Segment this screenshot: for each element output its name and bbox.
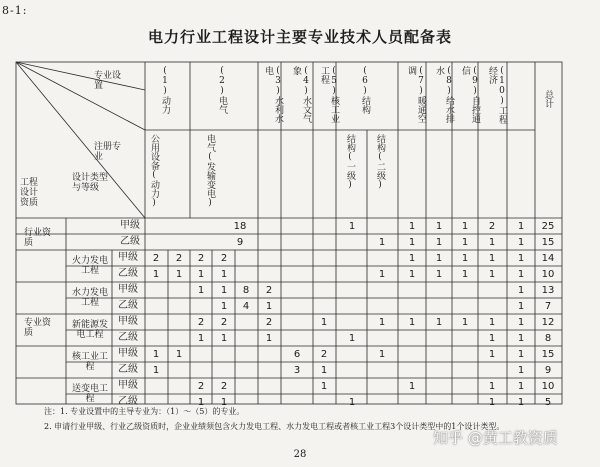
specialty-hydro: (3)水利水电 [263, 66, 283, 123]
table-cell: 1 [488, 333, 496, 344]
table-cell: 2 [220, 317, 228, 328]
table-cell: 1 [320, 365, 328, 376]
table-cell: 1 [378, 349, 386, 360]
table-cell: 4 [242, 301, 250, 312]
grade-label: 乙级 [118, 364, 138, 375]
industry-b-total: 15 [541, 237, 555, 248]
table-cell: 1 [517, 301, 525, 312]
table-cell: 1 [320, 317, 328, 328]
table-cell: 1 [488, 269, 496, 280]
table-cell: 6 [293, 349, 301, 360]
table-cell: 1 [378, 317, 386, 328]
industry-a-combined: 18 [233, 221, 247, 232]
table-cell: 10 [541, 381, 555, 392]
table-cell: 1 [517, 317, 525, 328]
group-name: 新能源发电工程 [71, 320, 108, 340]
grade-label: 乙级 [118, 332, 138, 343]
grade-label: 乙级 [118, 300, 138, 311]
grade-label: 甲级 [118, 380, 138, 391]
industry-b-c9: 1 [378, 237, 386, 248]
industry-a-c12: 1 [435, 221, 443, 232]
industry-b-c14: 1 [488, 237, 496, 248]
table-cell: 1 [461, 253, 469, 264]
table-cell: 1 [197, 333, 205, 344]
industry-grade-a: 甲级 [120, 220, 140, 231]
table-cell: 1 [435, 253, 443, 264]
specialty-hydrology: (4)水文气象 [291, 66, 311, 123]
table-cell: 8 [242, 285, 250, 296]
registered-electrical: 电气(发输变电) [205, 134, 215, 208]
table-cell: 7 [544, 301, 552, 312]
industry-a-c8: 1 [348, 221, 356, 232]
table-cell: 15 [541, 349, 555, 360]
table-cell: 2 [265, 285, 273, 296]
table-cell: 1 [348, 333, 356, 344]
note-line-1: 注：1. 专业设置中的主导专业为：（1）～（5）的专业。 [44, 407, 245, 416]
table-cell: 1 [517, 349, 525, 360]
table-cell: 1 [197, 397, 205, 408]
table-cell: 1 [488, 253, 496, 264]
page-title: 电力行业工程设计主要专业技术人员配备表 [147, 28, 452, 46]
table-cell: 2 [197, 253, 205, 264]
grade-label: 乙级 [118, 396, 138, 407]
table-cell: 1 [220, 397, 228, 408]
industry-a-c15: 1 [517, 221, 525, 232]
table-cell: 1 [220, 301, 228, 312]
group-name: 核工业工程 [71, 352, 108, 372]
group-name: 水力发电工程 [71, 288, 108, 308]
specialty-total: 总计 [543, 90, 553, 108]
table-cell: 1 [461, 317, 469, 328]
industry-b-c12: 1 [435, 237, 443, 248]
table-cell: 2 [197, 381, 205, 392]
table-cell: 1 [152, 349, 160, 360]
industry-a-c13: 1 [461, 221, 469, 232]
industry-a-c11: 1 [408, 221, 416, 232]
table-cell: 8 [544, 333, 552, 344]
table-cell: 1 [408, 317, 416, 328]
table-cell: 1 [488, 317, 496, 328]
table-cell: 1 [220, 333, 228, 344]
table-cell: 1 [220, 285, 228, 296]
industry-qualification-label: 行业资质 [24, 228, 52, 248]
industry-b-c15: 1 [517, 237, 525, 248]
table-cell: 14 [541, 253, 555, 264]
table-number-label: 8-1: [2, 4, 28, 17]
qualification-label: 工程设计资质 [20, 178, 39, 208]
table-cell: 1 [265, 333, 273, 344]
industry-a-c14: 2 [488, 221, 496, 232]
grade-label: 甲级 [118, 252, 138, 263]
table-cell: 1 [517, 333, 525, 344]
table-cell: 1 [408, 381, 416, 392]
table-cell: 2 [152, 253, 160, 264]
table-cell: 10 [541, 269, 555, 280]
group-name: 火力发电工程 [71, 256, 108, 276]
table-cell: 1 [320, 381, 328, 392]
table-cell: 5 [544, 397, 552, 408]
specialty-hvac: (7)暖通空调 [406, 66, 426, 123]
table-cell: 1 [517, 285, 525, 296]
table-cell: 1 [152, 365, 160, 376]
grade-label: 甲级 [118, 348, 138, 359]
table-cell: 13 [541, 285, 555, 296]
registered-specialty-label: 注册专业 [94, 142, 122, 162]
specialty-economy: (10)工程经济 [487, 66, 507, 124]
table-cell: 2 [197, 317, 205, 328]
registered-utility-power: 公用设备(动力) [149, 134, 159, 208]
table-cell: 1 [435, 317, 443, 328]
note-line-2: 2. 申请行业甲级、行业乙级资质时，企业业绩须包含火力发电工程、水力发电工程或者核工业工程3个设计类型中的1个设计类型。 [44, 422, 505, 431]
table-cell: 1 [175, 349, 183, 360]
table-cell: 1 [175, 269, 183, 280]
table-cell: 1 [152, 269, 160, 280]
registered-structure-2: 结构(二级) [375, 134, 385, 190]
table-cell: 12 [541, 317, 555, 328]
grade-label: 甲级 [118, 284, 138, 295]
specialty-qualification-label: 专业资质 [24, 318, 52, 338]
table-cell: 1 [517, 253, 525, 264]
table-cell: 2 [220, 253, 228, 264]
table-cell: 2 [320, 349, 328, 360]
table-cell: 1 [265, 301, 273, 312]
grade-label: 甲级 [118, 316, 138, 327]
registered-structure-1: 结构(一级) [345, 134, 355, 190]
table-cell: 1 [488, 349, 496, 360]
industry-b-c13: 1 [461, 237, 469, 248]
group-name: 送变电工程 [71, 384, 108, 404]
specialty-nuclear: (5)核工业工程 [319, 66, 339, 123]
table-cell: 2 [265, 317, 273, 328]
table-cell: 1 [517, 365, 525, 376]
page-number: 28 [293, 449, 307, 460]
industry-b-c11: 1 [408, 237, 416, 248]
specialty-water: (8)给水排水 [434, 66, 454, 123]
table-cell: 1 [197, 269, 205, 280]
table-cell: 9 [544, 365, 552, 376]
specialty-electrical: (2)电气 [217, 66, 227, 114]
table-cell: 1 [197, 285, 205, 296]
industry-b-combined: 9 [236, 237, 244, 248]
table-cell: 2 [220, 381, 228, 392]
table-cell: 1 [408, 253, 416, 264]
table-cell: 2 [175, 253, 183, 264]
design-type-label: 设计类型与等级 [72, 173, 109, 193]
specialty-power: (1)动力 [160, 66, 170, 114]
specialty-control: (9)自控通信 [460, 66, 480, 123]
table-cell: 3 [293, 365, 301, 376]
table-cell: 1 [408, 269, 416, 280]
table-cell: 1 [488, 397, 496, 408]
industry-a-total: 25 [541, 221, 555, 232]
table-cell: 1 [220, 269, 228, 280]
table-cell: 1 [435, 269, 443, 280]
table-cell: 1 [378, 269, 386, 280]
watermark: 知乎 @黄工教资质 [433, 429, 558, 447]
table-cell: 1 [517, 269, 525, 280]
table-cell: 1 [517, 397, 525, 408]
table-cell: 1 [517, 381, 525, 392]
table-cell: 1 [348, 397, 356, 408]
table-cell: 1 [461, 269, 469, 280]
specialty-setting-label: 专业设置 [94, 71, 122, 91]
table-cell: 1 [488, 381, 496, 392]
industry-grade-b: 乙级 [120, 236, 140, 247]
specialty-structure: (6)结构 [360, 66, 370, 114]
grade-label: 乙级 [118, 268, 138, 279]
